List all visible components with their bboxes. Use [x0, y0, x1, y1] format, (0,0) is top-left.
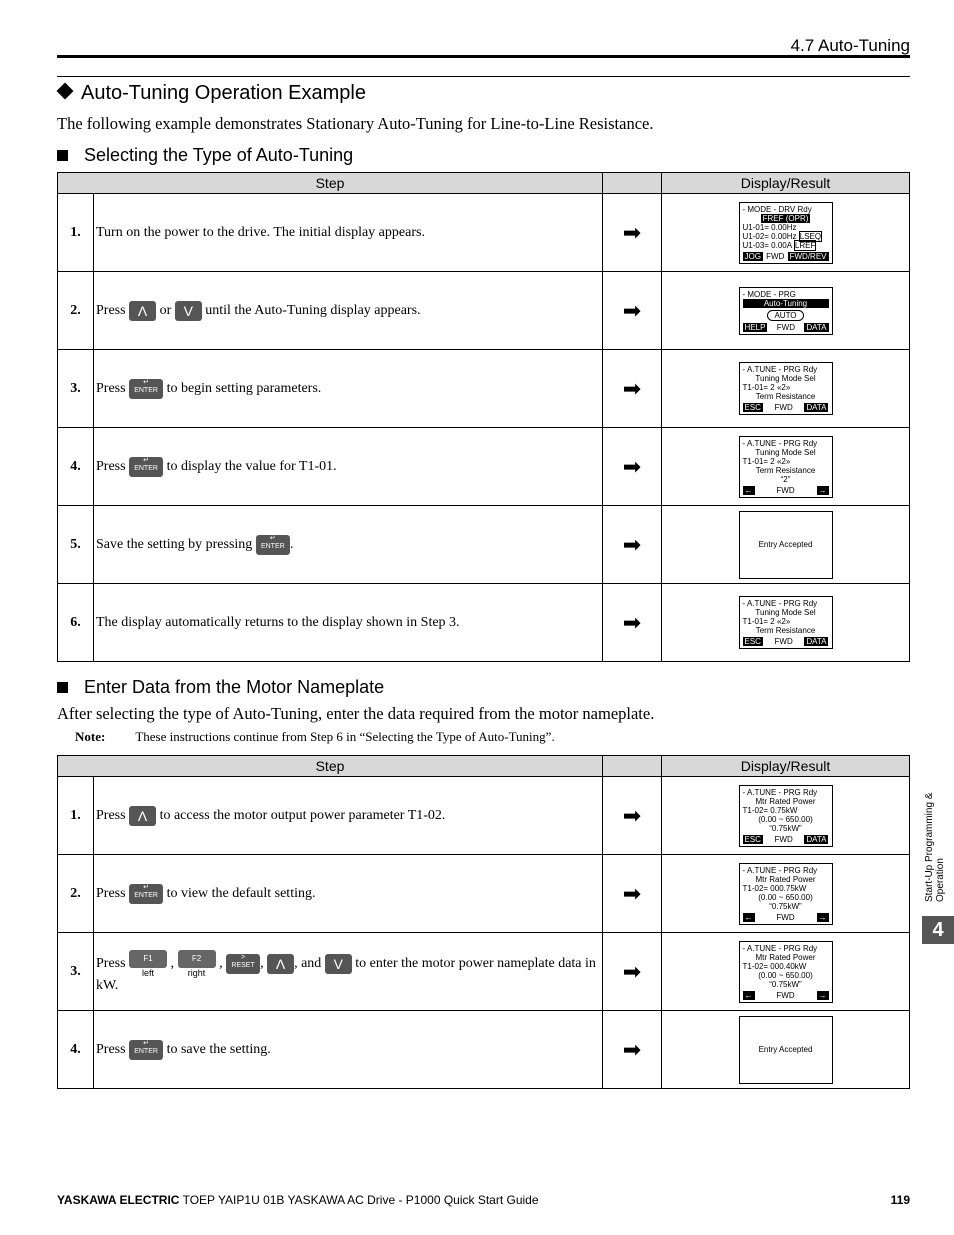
intro-paragraph-2: After selecting the type of Auto-Tuning, enter the data required from the motor nameplate. — [57, 704, 655, 723]
arrow-icon: ➡ — [603, 777, 662, 855]
step-text-pre: Press — [96, 1041, 126, 1057]
lcd-softkey: DATA — [806, 403, 827, 412]
lcd-softkey: ← — [744, 990, 753, 1000]
up-arrow-key-icon: Λ — [129, 806, 156, 826]
running-header: 4.7 Auto-Tuning — [790, 36, 910, 55]
header-step: Step — [58, 756, 603, 777]
lcd-softkey: HELP — [744, 322, 766, 332]
lcd-line: (0.00 ~ 650.00) — [758, 892, 813, 902]
lcd-softkey: FWD — [776, 990, 795, 1000]
step-number: 1. — [58, 777, 94, 855]
table-row — [58, 350, 910, 428]
lcd-line: “0.75kW” — [769, 901, 802, 911]
enter-key-icon: ↵ ENTER — [129, 884, 163, 904]
step-text-post: . — [289, 536, 294, 552]
lcd-line: Tuning Mode Sel — [755, 447, 816, 457]
lcd-line: - MODE - DRV Rdy — [742, 204, 812, 214]
section-title-text: Auto-Tuning Operation Example — [81, 82, 366, 104]
arrow-icon: ➡ — [603, 272, 662, 350]
header-arrow — [603, 756, 662, 777]
footer-doc: TOEP YAIP1U 01B YASKAWA AC Drive - P1000 Quick Start Guide — [179, 1193, 539, 1207]
step-text-pre: Save the setting by pressing — [96, 536, 253, 552]
lcd-line: AUTO — [767, 310, 803, 321]
step-number: 4. — [58, 1011, 94, 1089]
display-cell — [662, 272, 910, 350]
lcd-line: “2” — [780, 474, 791, 484]
lcd-softkey: ESC — [744, 834, 761, 844]
step-number: 6. — [58, 584, 94, 662]
step-text — [94, 855, 603, 933]
table-row — [58, 506, 910, 584]
subsection-title-1-text: Selecting the Type of Auto-Tuning — [84, 145, 354, 165]
step-text-post: to save the setting. — [166, 1041, 271, 1057]
step-number: 5. — [58, 506, 94, 584]
lcd-line: Auto-Tuning — [743, 299, 829, 308]
lcd-line: - A.TUNE - PRG Rdy — [742, 943, 818, 953]
lcd-line: Mtr Rated Power — [755, 874, 816, 884]
note-label: Note: — [75, 729, 106, 744]
step-text-post: until the Auto-Tuning display appears. — [205, 302, 421, 318]
enter-key-label: ENTER — [134, 1047, 158, 1055]
lcd-line: LSEQ — [799, 231, 822, 241]
step-text-post: to enter the motor power nameplate data in kW. — [96, 955, 596, 993]
step-text — [94, 777, 603, 855]
header-display: Display/Result — [662, 173, 910, 194]
lcd-line: - MODE - PRG — [742, 289, 796, 299]
lcd-softkey: FWD/REV — [789, 251, 827, 261]
lcd-line: - A.TUNE - PRG Rdy — [742, 865, 818, 875]
table-row — [58, 194, 910, 272]
up-arrow-key-icon: Λ — [129, 301, 156, 321]
header-step: Step — [58, 173, 603, 194]
lcd-line: T1-01= 2 «2» — [742, 456, 791, 466]
lcd-line: T1-02= 000.75kW — [742, 883, 807, 893]
lcd-softkey: JOG — [744, 251, 761, 261]
step-text — [94, 350, 603, 428]
header-rule-thin — [57, 76, 910, 77]
enter-key-icon: ↵ ENTER — [129, 457, 163, 477]
footer-brand: YASKAWA ELECTRIC — [57, 1193, 180, 1207]
footer — [57, 1193, 539, 1207]
step-text-pre: Press — [96, 885, 126, 901]
arrow-icon: ➡ — [603, 933, 662, 1011]
lcd-line: (0.00 ~ 650.00) — [758, 814, 813, 824]
lcd-softkey: FWD — [774, 403, 793, 412]
diamond-icon — [57, 83, 74, 100]
display-cell — [662, 855, 910, 933]
step-number: 1. — [58, 194, 94, 272]
arrow-icon: ➡ — [603, 350, 662, 428]
header-display: Display/Result — [662, 756, 910, 777]
f1-key-group — [129, 950, 167, 978]
f2-key-icon: F2 — [178, 950, 216, 968]
enter-key-label: ENTER — [134, 386, 158, 394]
subsection-title-2 — [57, 677, 384, 698]
lcd-softkey: → — [818, 912, 827, 922]
lcd-line: T1-01= 2 «2» — [742, 617, 791, 626]
arrow-icon: ➡ — [603, 428, 662, 506]
lcd-display — [739, 941, 833, 1003]
table-row — [58, 428, 910, 506]
lcd-softkey: → — [818, 485, 827, 495]
table-row — [58, 777, 910, 855]
display-cell — [662, 194, 910, 272]
square-bullet-icon — [57, 682, 68, 693]
lcd-softkey: ESC — [744, 637, 761, 646]
lcd-softkey: ← — [744, 485, 753, 495]
table-row — [58, 584, 910, 662]
lcd-line: Tuning Mode Sel — [755, 374, 816, 383]
lcd-line: - A.TUNE - PRG Rdy — [742, 787, 818, 797]
note — [75, 729, 555, 745]
enter-key-label: ENTER — [134, 891, 158, 899]
lcd-line: T1-02= 000.40kW — [742, 961, 807, 971]
lcd-line: Term Resistance — [755, 626, 816, 635]
lcd-line: - A.TUNE - PRG Rdy — [742, 438, 818, 448]
lcd-softkey: DATA — [806, 637, 827, 646]
lcd-line: LREF — [794, 240, 816, 250]
enter-key-icon: ↵ ENTER — [129, 379, 163, 399]
subsection-title-1 — [57, 145, 353, 166]
lcd-line: T1-01= 2 «2» — [742, 383, 791, 392]
reset-key-label: RESET — [231, 961, 255, 969]
down-arrow-key-icon: V — [325, 954, 352, 974]
lcd-line: “0.75kW” — [769, 823, 802, 833]
step-text: Press F1 left , F2 right , > RESET , Λ , and V to enter the motor power nameplate data in kW. — [94, 933, 603, 1011]
step-text — [94, 1011, 603, 1089]
lcd-softkey: FWD — [776, 322, 795, 332]
section-title — [57, 82, 366, 105]
display-cell — [662, 933, 910, 1011]
step-text-post: to view the default setting. — [166, 885, 316, 901]
enter-key-icon: ↵ ENTER — [129, 1040, 163, 1060]
display-cell — [662, 584, 910, 662]
step-text: The display automatically returns to the display shown in Step 3. — [94, 584, 603, 662]
lcd-line: “0.75kW” — [769, 979, 802, 989]
lcd-line: - A.TUNE - PRG Rdy — [742, 599, 818, 608]
display-cell — [662, 350, 910, 428]
step-number: 4. — [58, 428, 94, 506]
step-text-or: or — [159, 302, 172, 318]
steps-table-1 — [57, 172, 910, 662]
lcd-line: Entry Accepted — [758, 540, 813, 549]
arrow-icon: ➡ — [603, 855, 662, 933]
table-row — [58, 272, 910, 350]
lcd-display — [739, 785, 833, 847]
lcd-line: Mtr Rated Power — [755, 796, 816, 806]
table-row — [58, 855, 910, 933]
lcd-softkey: FWD — [766, 251, 785, 261]
step-text-pre: Press — [96, 380, 126, 396]
intro-paragraph: The following example demonstrates Stationary Auto-Tuning for Line-to-Line Resistance. — [57, 114, 654, 133]
step-text-and: , and — [294, 955, 322, 971]
note-text: These instructions continue from Step 6 in “Selecting the Type of Auto-Tuning”. — [135, 729, 555, 744]
lcd-display — [739, 287, 833, 335]
enter-key-icon: ↵ ENTER — [256, 535, 290, 555]
step-text-post: to access the motor output power parameter T1-02. — [159, 807, 446, 823]
lcd-softkey: DATA — [806, 322, 827, 332]
lcd-display — [739, 1016, 833, 1084]
header-rule — [57, 55, 910, 58]
step-text-pre: Press — [96, 807, 126, 823]
lcd-softkey: ESC — [744, 403, 761, 412]
lcd-display — [739, 202, 833, 264]
arrow-icon: ➡ — [603, 506, 662, 584]
step-text-post: to begin setting parameters. — [166, 380, 322, 396]
steps-table-2 — [57, 755, 910, 1089]
lcd-softkey: → — [818, 990, 827, 1000]
table-row — [58, 1011, 910, 1089]
lcd-softkey: FWD — [776, 912, 795, 922]
step-text: Turn on the power to the drive. The initial display appears. — [94, 194, 603, 272]
arrow-icon: ➡ — [603, 194, 662, 272]
lcd-softkey: FWD — [774, 637, 793, 646]
up-arrow-key-icon: Λ — [267, 954, 294, 974]
lcd-line: Entry Accepted — [758, 1045, 813, 1054]
enter-key-label: ENTER — [134, 464, 158, 472]
lcd-softkey: FWD — [776, 485, 795, 495]
header-arrow — [603, 173, 662, 194]
step-text-pre: Press — [96, 302, 126, 318]
display-cell — [662, 428, 910, 506]
lcd-line: T1-02= 0.75kW — [742, 805, 798, 815]
lcd-line: Mtr Rated Power — [755, 952, 816, 962]
side-chapter-label: Start-Up Programming & Operation — [924, 792, 946, 902]
lcd-softkey: ← — [744, 912, 753, 922]
step-text-pre: Press — [96, 458, 126, 474]
enter-key-label: ENTER — [260, 542, 285, 550]
reset-key-icon: > RESET — [226, 954, 260, 974]
arrow-icon: ➡ — [603, 1011, 662, 1089]
page-number: 119 — [890, 1193, 910, 1207]
f1-key-icon: F1 — [129, 950, 167, 968]
lcd-line: U1-02= 0.00Hz — [742, 231, 797, 241]
step-number: 2. — [58, 855, 94, 933]
f2-key-group — [178, 950, 216, 978]
lcd-line: Term Resistance — [755, 392, 816, 401]
down-arrow-key-icon: V — [175, 301, 202, 321]
step-number: 2. — [58, 272, 94, 350]
arrow-icon: ➡ — [603, 584, 662, 662]
step-text-post: to display the value for T1-01. — [166, 458, 337, 474]
lcd-line: - A.TUNE - PRG Rdy — [742, 365, 818, 374]
table-row — [58, 933, 910, 1011]
step-text — [94, 272, 603, 350]
step-text-pre: Press — [96, 955, 126, 971]
display-cell — [662, 506, 910, 584]
lcd-display — [739, 511, 833, 579]
lcd-softkey: FWD — [774, 834, 793, 844]
step-text — [94, 506, 603, 584]
step-text — [94, 428, 603, 506]
lcd-display — [739, 436, 833, 498]
lcd-line: Tuning Mode Sel — [755, 608, 816, 617]
lcd-softkey: DATA — [806, 834, 827, 844]
lcd-display — [739, 863, 833, 925]
chapter-tab: 4 — [922, 916, 954, 944]
lcd-line: U1-01= 0.00Hz — [742, 222, 797, 232]
display-cell — [662, 777, 910, 855]
lcd-line: Term Resistance — [755, 465, 816, 475]
step-number: 3. — [58, 350, 94, 428]
step-number: 3. — [58, 933, 94, 1011]
square-bullet-icon — [57, 150, 68, 161]
display-cell — [662, 1011, 910, 1089]
subsection-title-2-text: Enter Data from the Motor Nameplate — [84, 677, 385, 697]
lcd-line: FREF (OPR) — [762, 213, 809, 223]
lcd-display — [739, 362, 833, 415]
lcd-line: U1-03= 0.00A — [742, 240, 792, 250]
lcd-line: (0.00 ~ 650.00) — [758, 970, 813, 980]
f2-key-caption: right — [187, 967, 206, 978]
lcd-display — [739, 596, 833, 649]
f1-key-caption: left — [142, 967, 155, 978]
